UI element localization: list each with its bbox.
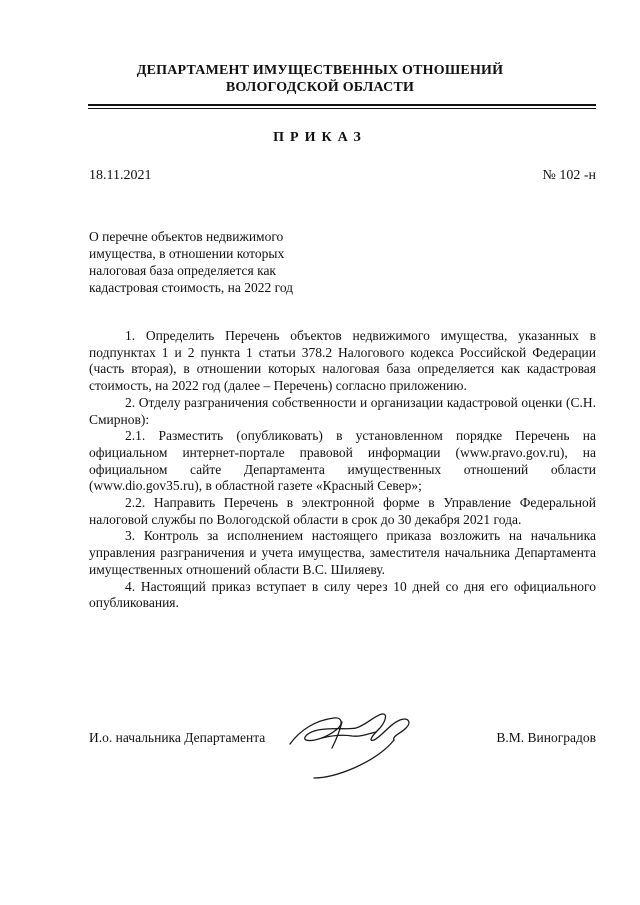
order-paragraph-1: 1. Определить Перечень объектов недвижимого имущества, указанных в подпунктах 1 и 2 пункта 1 статьи 378.2 Налогового кодекса Российской Федерации (часть вторая), в отношении которых налоговая база определяется как кадастровая стоимость, на 2022 год (далее – Перечень) согласно приложению. — [89, 328, 596, 394]
org-name-line2: ВОЛОГОДСКОЙ ОБЛАСТИ — [225, 80, 415, 95]
organization-header — [40, 62, 600, 96]
subject-line: имущества, в отношении которых — [89, 246, 285, 261]
subject-line: О перечне объектов недвижимого — [89, 229, 284, 244]
handwritten-signature — [282, 700, 432, 780]
order-body — [89, 328, 596, 612]
order-paragraph-4: 4. Настоящий приказ вступает в силу через 10 дней со дня его официального опубликования. — [89, 578, 596, 611]
order-paragraph-2: 2. Отделу разграничения собственности и организации кадастровой оценки (С.Н. Смирнов): — [89, 394, 596, 427]
header-rule-thick — [88, 104, 596, 106]
document-type: ПРИКАЗ — [273, 130, 367, 145]
document-number: № 102 -н — [542, 168, 596, 183]
signatory-name: В.М. Виноградов — [496, 730, 596, 745]
order-paragraph-3: 3. Контроль за исполнением настоящего приказа возложить на начальника управления разграничения и учета имущества, заместителя начальника Департамента имущественных отношений области В.С. Шиляеву. — [89, 528, 596, 577]
subject-line: кадастровая стоимость, на 2022 год — [89, 280, 294, 295]
order-paragraph-2-1: 2.1. Разместить (опубликовать) в установленном порядке Перечень на официальном интернет-портале правовой информации (www.pravo.gov.ru), на официальном сайте Департамента имущественных отношений области (www.dio.gov35.ru), в областной газете «Красный Север»; — [89, 428, 596, 494]
signatory-title: И.о. начальника Департамента — [89, 730, 266, 745]
header-rule-thin — [88, 108, 596, 109]
subject-line: налоговая база определяется как — [89, 263, 276, 278]
org-name-line1: ДЕПАРТАМЕНТ ИМУЩЕСТВЕННЫХ ОТНОШЕНИЙ — [136, 63, 504, 78]
order-paragraph-2-2: 2.2. Направить Перечень в электронной форме в Управление Федеральной налоговой службы по Вологодской области в срок до 30 декабря 2021 года. — [89, 495, 596, 527]
document-date: 18.11.2021 — [89, 168, 152, 183]
document-subject — [89, 228, 359, 296]
